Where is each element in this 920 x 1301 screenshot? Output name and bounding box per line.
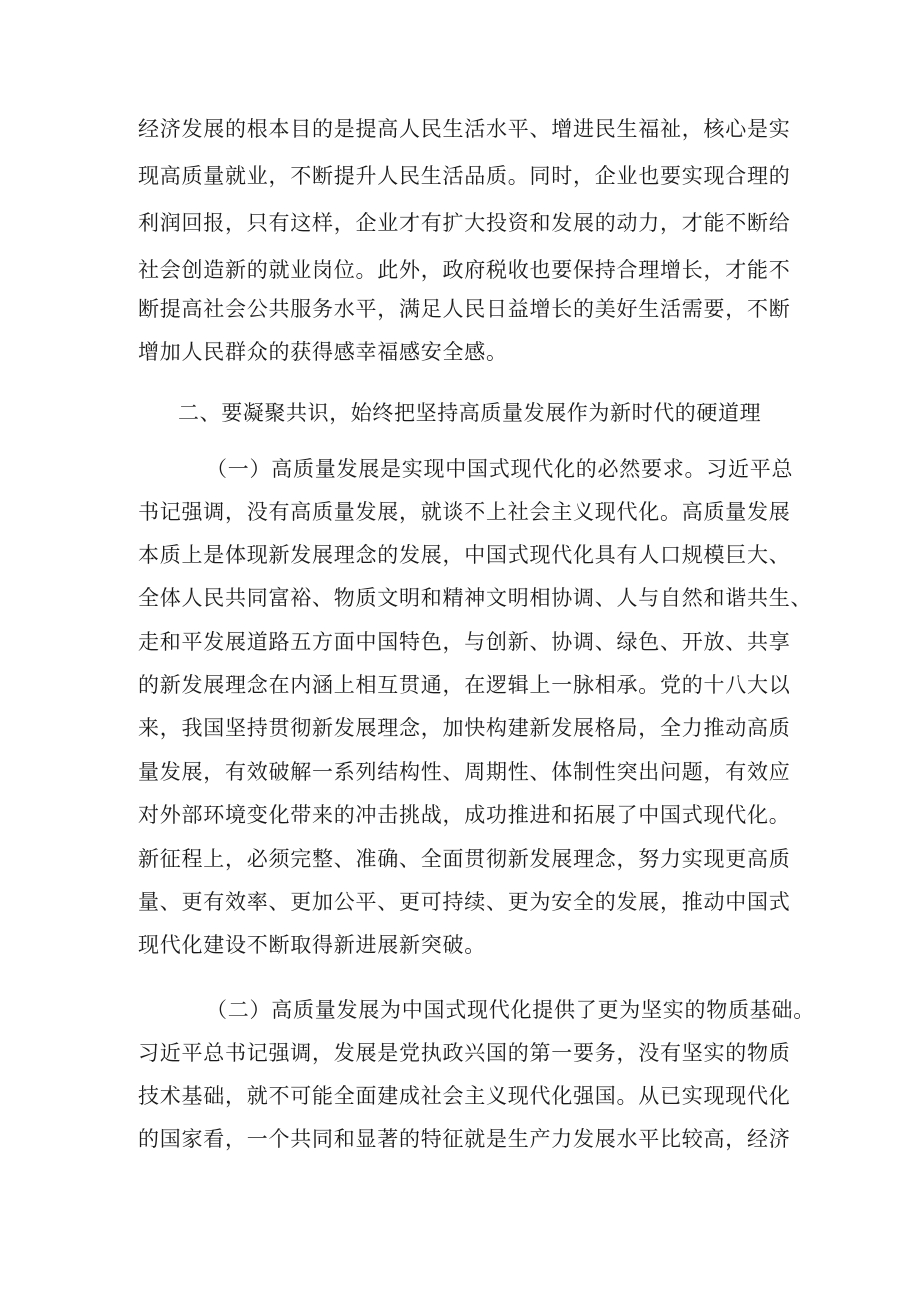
text-line: 社会创造新的就业岗位。此外，政府税收也要保持合理增长，才能不	[138, 258, 791, 282]
text-line: 本质上是体现新发展理念的发展，中国式现代化具有人口规模巨大、	[138, 543, 791, 567]
text-line: 量发展，有效破解一系列结构性、周期性、体制性突出问题，有效应	[138, 760, 791, 784]
text-line: 习近平总书记强调，发展是党执政兴国的第一要务，没有坚实的物质	[138, 1041, 791, 1065]
text-line: 现代化建设不断取得新进展新突破。	[138, 933, 486, 957]
text-line: 断提高社会公共服务水平，满足人民日益增长的美好生活需要，不断	[138, 297, 791, 321]
text-line: 技术基础，就不可能全面建成社会主义现代化强国。从已实现现代化	[138, 1084, 791, 1108]
text-line: 来，我国坚持贯彻新发展理念，加快构建新发展格局，全力推动高质	[138, 716, 791, 740]
text-line: 走和平发展道路五方面中国特色，与创新、协调、绿色、开放、共享	[138, 630, 791, 654]
text-line: 的新发展理念在内涵上相互贯通，在逻辑上一脉相承。党的十八大以	[138, 673, 791, 697]
text-line: 经济发展的根本目的是提高人民生活水平、增进民生福祉，核心是实	[138, 117, 791, 141]
section-heading: 二、要凝聚共识，始终把坚持高质量发展作为新时代的硬道理	[178, 401, 762, 425]
text-line: 的国家看，一个共同和显著的特征就是生产力发展水平比较高，经济	[138, 1127, 791, 1151]
text-line: 新征程上，必须完整、准确、全面贯彻新发展理念，努力实现更高质	[138, 847, 791, 871]
text-line: 增加人民群众的获得感幸福感安全感。	[138, 340, 508, 364]
text-line: 全体人民共同富裕、物质文明和精神文明相协调、人与自然和谐共生、	[138, 586, 813, 610]
text-line: （二）高质量发展为中国式现代化提供了更为坚实的物质基础。	[206, 998, 815, 1022]
text-line: 书记强调，没有高质量发展，就谈不上社会主义现代化。高质量发展	[138, 500, 791, 524]
text-line: （一）高质量发展是实现中国式现代化的必然要求。习近平总	[206, 457, 794, 481]
text-line: 利润回报，只有这样，企业才有扩大投资和发展的动力，才能不断给	[138, 211, 791, 235]
text-line: 对外部环境变化带来的冲击挑战，成功推进和拓展了中国式现代化。	[138, 803, 791, 827]
text-line: 量、更有效率、更加公平、更可持续、更为安全的发展，推动中国式	[138, 890, 791, 914]
text-line: 现高质量就业，不断提升人民生活品质。同时，企业也要实现合理的	[138, 164, 791, 188]
